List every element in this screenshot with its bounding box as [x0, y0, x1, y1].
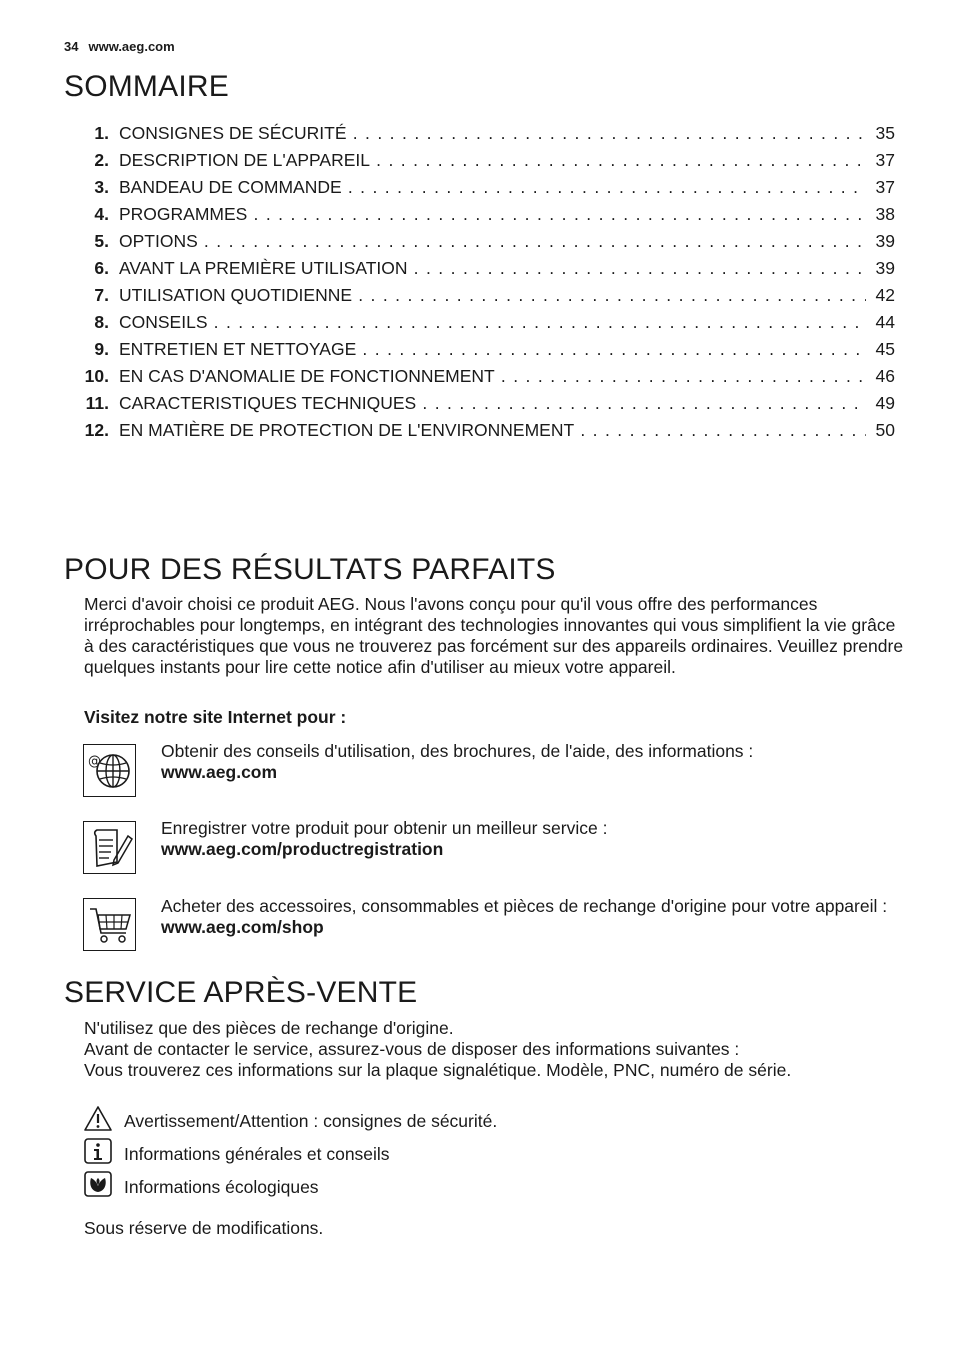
link-item-shop [161, 896, 901, 938]
toc-item-number: 1. [94, 123, 109, 143]
toc-item-page: 38 [875, 204, 895, 224]
info-icon [83, 1137, 113, 1167]
toc-item[interactable] [0, 337, 954, 361]
toc-item-number: 6. [94, 258, 109, 278]
link-url[interactable]: www.aeg.com/shop [161, 917, 324, 937]
page-number: 34 [64, 39, 79, 54]
toc-item-title: CARACTERISTIQUES TECHNIQUES . . . [119, 391, 866, 415]
toc-item-title: CONSIGNES DE SÉCURITÉ . . . [119, 121, 866, 145]
toc-item-title: EN MATIÈRE DE PROTECTION DE L'ENVIRONNEMENT . . . [119, 418, 866, 442]
toc-item[interactable] [0, 175, 954, 199]
warning-icon [83, 1104, 113, 1134]
toc-item-page: 45 [875, 339, 895, 359]
toc-item[interactable] [0, 310, 954, 334]
ecology-icon [83, 1170, 113, 1200]
link-url[interactable]: www.aeg.com/productregistration [161, 839, 444, 859]
toc-item-title: CONSEILS . . . [119, 310, 866, 334]
link-item-registration [161, 818, 901, 860]
link-item-info [161, 741, 901, 783]
toc-item-page: 39 [875, 258, 895, 278]
legend-label: Informations générales et conseils [124, 1144, 390, 1164]
toc-item[interactable] [0, 229, 954, 253]
toc-item[interactable] [0, 364, 954, 388]
intro-paragraph: Merci d'avoir choisi ce produit AEG. Nous l'avons conçu pour qu'il vous offre des performances irréprochables pour longtemps, en intégrant des technologies innovantes qui vous simplifient la vie grâce à des caractéristiques que vous ne trouverez pas forcément sur des appareils ordinaires. Veuillez prendre quelques instants pour lire cette notice afin d'utiliser au mieux votre appareil. [84, 594, 904, 677]
footer-note: Sous réserve de modifications. [84, 1218, 324, 1238]
globe-icon [83, 744, 136, 797]
toc-item-page: 50 [875, 420, 895, 440]
resultats-title: POUR DES RÉSULTATS PARFAITS [64, 553, 556, 586]
toc-item[interactable] [0, 256, 954, 280]
toc-item-page: 44 [875, 312, 895, 332]
toc-item-page: 49 [875, 393, 895, 413]
toc-item[interactable] [0, 121, 954, 145]
link-description: Acheter des accessoires, consommables et pièces de rechange d'origine pour votre appareil : [161, 896, 888, 916]
toc-item-number: 12. [84, 420, 109, 440]
toc-item[interactable] [0, 418, 954, 442]
toc-item-title: UTILISATION QUOTIDIENNE . . . [119, 283, 866, 307]
service-line: Avant de contacter le service, assurez-vous de disposer des informations suivantes : [84, 1039, 740, 1059]
toc-item-page: 42 [875, 285, 895, 305]
service-title: SERVICE APRÈS-VENTE [64, 976, 418, 1009]
toc-item-title: DESCRIPTION DE L'APPAREIL . . . [119, 148, 866, 172]
service-text [84, 1018, 904, 1081]
toc-item-number: 9. [94, 339, 109, 359]
toc-item-title: OPTIONS . . . [119, 229, 866, 253]
toc-item[interactable] [0, 283, 954, 307]
toc-item[interactable] [0, 202, 954, 226]
sommaire-title: SOMMAIRE [64, 70, 229, 103]
shopping-cart-icon [83, 898, 136, 951]
link-description: Obtenir des conseils d'utilisation, des brochures, de l'aide, des informations : [161, 741, 754, 761]
toc-item-number: 3. [94, 177, 109, 197]
toc-item-number: 5. [94, 231, 109, 251]
toc-item-number: 11. [85, 393, 109, 413]
toc-item-title: BANDEAU DE COMMANDE . . . [119, 175, 866, 199]
legend-label: Informations écologiques [124, 1177, 319, 1197]
toc-item-number: 4. [94, 204, 109, 224]
toc-item-number: 2. [94, 150, 109, 170]
link-description: Enregistrer votre produit pour obtenir un meilleur service : [161, 818, 608, 838]
service-line: Vous trouverez ces informations sur la plaque signalétique. Modèle, PNC, numéro de série. [84, 1060, 792, 1080]
legend-label: Avertissement/Attention : consignes de sécurité. [124, 1111, 498, 1131]
registration-document-icon [83, 821, 136, 874]
page-header [64, 39, 175, 54]
toc-item-page: 39 [875, 231, 895, 251]
svg-text:@: @ [88, 754, 101, 769]
toc-item[interactable] [0, 391, 954, 415]
toc-item-page: 46 [875, 366, 895, 386]
toc-item-title: PROGRAMMES . . . [119, 202, 866, 226]
toc-item-title: AVANT LA PREMIÈRE UTILISATION . . . [119, 256, 866, 280]
toc-item-page: 35 [875, 123, 895, 143]
service-line: N'utilisez que des pièces de rechange d'origine. [84, 1018, 454, 1038]
toc-item-title: ENTRETIEN ET NETTOYAGE . . . [119, 337, 866, 361]
toc-item-page: 37 [875, 177, 895, 197]
toc-item[interactable] [0, 148, 954, 172]
toc-item-page: 37 [875, 150, 895, 170]
toc-item-number: 10. [84, 366, 109, 386]
visit-label: Visitez notre site Internet pour : [84, 707, 347, 727]
toc-item-number: 7. [94, 285, 109, 305]
toc-item-number: 8. [94, 312, 109, 332]
header-site-link[interactable]: www.aeg.com [88, 39, 175, 54]
toc-item-title: EN CAS D'ANOMALIE DE FONCTIONNEMENT . . . [119, 364, 866, 388]
link-url[interactable]: www.aeg.com [161, 762, 278, 782]
